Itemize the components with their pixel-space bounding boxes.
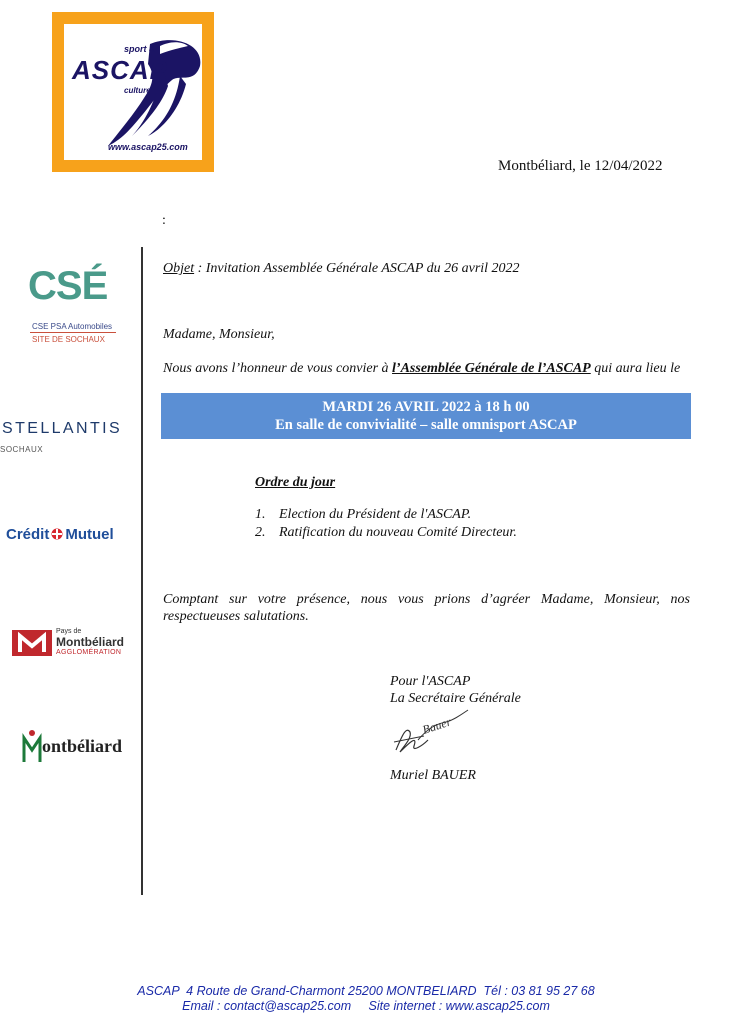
pays-montbeliard-logo [12, 628, 132, 658]
invite-pre: Nous avons l’honneur de vous convier à [163, 361, 393, 376]
agenda-item [255, 525, 517, 541]
stellantis-sub: SOCHAUX [0, 445, 44, 454]
handwritten-signature [384, 706, 474, 762]
signoff-line1: Pour l'ASCAP [390, 674, 471, 689]
cse-logo-rule [30, 332, 116, 333]
agenda-item-text: Election du Président de l'ASCAP. [279, 507, 472, 522]
logo-url-text: www.ascap25.com [108, 142, 188, 152]
objet-text: : Invitation Assemblée Générale ASCAP du 26 avril 2022 [194, 261, 520, 276]
banner-location-line: En salle de convivialité – salle omnisport ASCAP [275, 417, 577, 433]
closing-paragraph: Comptant sur votre présence, nous vous prions d’agréer Madame, Monsieur, nos respectueuses salutations. [163, 592, 690, 624]
agenda-item-text: Ratification du nouveau Comité Directeur. [279, 525, 517, 540]
signoff-line2: La Secrétaire Générale [390, 691, 521, 706]
agenda-item [255, 507, 471, 523]
invitation-line [163, 360, 693, 377]
credit-mutuel-part2: Mutuel [65, 526, 114, 543]
invite-post: qui aura lieu le [590, 361, 681, 376]
agenda-item-number: 1. [255, 507, 266, 522]
agenda-title: Ordre du jour [255, 475, 336, 490]
svg-text:Bauer: Bauer [420, 714, 453, 737]
pays-line1: Pays de [56, 628, 82, 635]
stellantis-logo [0, 418, 140, 458]
invite-strong: l’Assemblée Générale de l’ASCAP [392, 361, 591, 376]
credit-mutuel-logo [6, 526, 132, 550]
objet-label: Objet [163, 261, 195, 276]
ascap-logo-inner [64, 24, 202, 160]
pays-line2: Montbéliard [56, 635, 124, 649]
cse-logo-mark: CSÉ [28, 264, 108, 308]
logo-culture-text: culture [124, 86, 151, 95]
logo-name-text: ASCAP [72, 55, 169, 85]
banner-date-line: MARDI 26 AVRIL 2022 à 18 h 00 [322, 399, 530, 415]
cse-logo-line2: SITE DE SOCHAUX [32, 335, 105, 344]
footer-contact: Email : contact@ascap25.com Site internet : www.ascap25.com [182, 999, 550, 1013]
agenda-item-number: 2. [255, 525, 266, 540]
pays-montbeliard-mark-icon [12, 630, 52, 656]
objet-line [163, 260, 520, 277]
signature-graphic [384, 706, 474, 762]
recipient-placeholder: : [162, 213, 166, 228]
letter-date: Montbéliard, le 12/04/2022 [498, 158, 663, 174]
pays-line3: AGGLOMÉRATION [56, 649, 122, 656]
montbeliard-name: ontbéliard [42, 736, 123, 756]
ascap-logo [52, 12, 214, 172]
footer-address: ASCAP 4 Route de Grand-Charmont 25200 MONTBELIARD Tél : 03 81 95 27 68 [137, 984, 595, 998]
signer-name: Muriel BAUER [390, 768, 476, 783]
logo-sport-text: sport & [124, 44, 156, 54]
event-banner [161, 393, 691, 439]
credit-mutuel-part1: Crédit [6, 526, 50, 543]
cse-logo-line1: CSE PSA Automobiles [32, 322, 113, 331]
salutation: Madame, Monsieur, [163, 327, 275, 342]
cse-logo [24, 264, 124, 348]
montbeliard-m-icon [22, 728, 42, 768]
credit-mutuel-symbol-icon [51, 527, 63, 539]
sidebar-divider [141, 247, 143, 895]
montbeliard-logo [22, 728, 123, 768]
stellantis-name: STELLANTIS [2, 420, 123, 437]
